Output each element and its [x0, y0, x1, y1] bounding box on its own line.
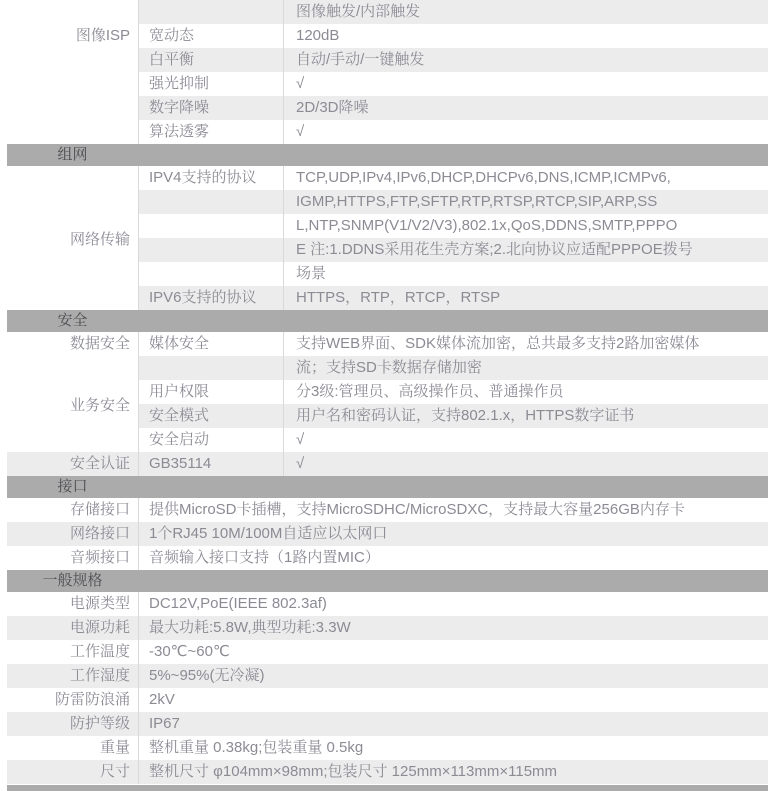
spec-label: 防护等级: [7, 712, 138, 736]
spec-row: [7, 688, 768, 712]
spec-row: [7, 616, 768, 640]
category-cell-image-isp: 图像ISP: [75, 27, 130, 44]
spec-value: 2kV: [138, 688, 768, 712]
category-cell-network-transport: 网络传输: [69, 230, 130, 248]
section-header-networking: [7, 144, 768, 166]
spec-value: 用户名和密码认证，支持802.1.x，HTTPS数字证书: [283, 404, 768, 428]
section-header-general: [7, 570, 768, 592]
spec-label: 数字降噪: [138, 96, 283, 120]
spec-value: 整机重量 0.38kg;包装重量 0.5kg: [138, 736, 768, 760]
spec-label: 工作温度: [69, 643, 130, 660]
spec-label: 重量: [99, 739, 130, 756]
spec-value: 5%~95%(无冷凝): [138, 664, 768, 688]
category-cell-business-security: 业务安全: [69, 396, 130, 414]
spec-row: [7, 522, 768, 546]
spec-value: DC12V,PoE(IEEE 802.3af): [138, 592, 768, 616]
spec-label: 用户权限: [138, 380, 283, 404]
spec-label: 网络接口: [7, 522, 138, 546]
spec-label: 安全模式: [138, 404, 283, 428]
spec-label: [138, 0, 283, 24]
spec-value: 分3级:管理员、高级操作员、普通操作员: [283, 380, 768, 404]
spec-label: 存储接口: [69, 501, 130, 518]
section-header-label: 一般规格: [42, 572, 103, 589]
spec-label: 安全启动: [138, 428, 283, 452]
spec-label: 防雷防浪涌: [54, 691, 130, 708]
spec-value: HTTPS，RTP，RTCP，RTSP: [283, 286, 768, 310]
section-header-security: [7, 310, 768, 332]
spec-value: 2D/3D降噪: [283, 96, 768, 120]
spec-row: [7, 664, 768, 688]
spec-value: 自动/手动/一键触发: [283, 48, 768, 72]
spec-row: [7, 452, 768, 476]
spec-row: [7, 760, 768, 784]
spec-value: 场景: [283, 262, 768, 286]
spec-value: L,NTP,SNMP(V1/V2/V3),802.1x,QoS,DDNS,SMTP,PPPO: [283, 214, 768, 238]
spec-value: TCP,UDP,IPv4,IPv6,DHCP,DHCPv6,DNS,ICMP,ICMPv6,: [283, 166, 768, 190]
section-interface: [0, 498, 781, 570]
spec-label: 白平衡: [138, 48, 283, 72]
spec-value: IGMP,HTTPS,FTP,SFTP,RTP,RTSP,RTCP,SIP,ARP,SS: [283, 190, 768, 214]
category-cell-security-cert: 安全认证: [7, 452, 138, 476]
spec-label: 电源类型: [69, 595, 130, 612]
spec-label: 算法透雾: [138, 120, 283, 144]
spec-label: 电源功耗: [7, 616, 138, 640]
spec-label: 强光抑制: [138, 72, 283, 96]
spec-label: IPV4支持的协议: [138, 166, 283, 190]
section-header-label: 接口: [57, 478, 88, 495]
spec-row: [7, 72, 768, 96]
section-general: [0, 592, 781, 784]
spec-label: IPV6支持的协议: [138, 286, 283, 310]
spec-value: 120dB: [283, 24, 768, 48]
section-header-interface: [7, 476, 768, 498]
section-security: [0, 332, 781, 476]
section-header-cropped: [7, 785, 768, 791]
spec-value: 音频输入接口支持（1路内置MIC）: [138, 546, 768, 570]
spec-label: [138, 190, 283, 214]
spec-value: 流；支持SD卡数据存储加密: [283, 356, 768, 380]
spec-row: [7, 640, 768, 664]
spec-row: [7, 120, 768, 144]
spec-value: 1个RJ45 10M/100M自适应以太网口: [138, 522, 768, 546]
spec-value: 支持WEB界面、SDK媒体流加密，总共最多支持2路加密媒体: [283, 332, 768, 356]
spec-value: 整机尺寸 φ104mm×98mm;包装尺寸 125mm×113mm×115mm: [138, 760, 768, 784]
spec-value: √: [283, 452, 768, 476]
spec-row: [7, 48, 768, 72]
spec-row: [7, 428, 768, 452]
spec-row: [7, 498, 768, 522]
spec-label: 宽动态: [138, 24, 283, 48]
spec-value: √: [283, 72, 768, 96]
spec-label: 工作湿度: [7, 664, 138, 688]
spec-row: [7, 736, 768, 760]
section-networking: [0, 166, 781, 310]
section-image-isp: [0, 0, 781, 144]
spec-row: [7, 356, 768, 380]
spec-label: [138, 262, 283, 286]
spec-value: 最大功耗:5.8W,典型功耗:3.3W: [138, 616, 768, 640]
spec-row: [7, 546, 768, 570]
spec-value: 提供MicroSD卡插槽，支持MicroSDHC/MicroSDXC，支持最大容量256GB内存卡: [138, 498, 768, 522]
spec-label: 媒体安全: [138, 332, 283, 356]
spec-value: -30℃~60℃: [138, 640, 768, 664]
spec-value: E 注:1.DDNS采用花生壳方案;2.北向协议应适配PPPOE拨号: [283, 238, 768, 262]
spec-label: 音频接口: [69, 549, 130, 566]
category-cell-data-security: 数据安全: [69, 335, 130, 352]
spec-label: [138, 356, 283, 380]
spec-value: IP67: [138, 712, 768, 736]
spec-label: [138, 238, 283, 262]
spec-label: GB35114: [138, 452, 283, 476]
spec-value: √: [283, 428, 768, 452]
spec-row: [7, 592, 768, 616]
spec-row: [7, 712, 768, 736]
section-header-label: 组网: [57, 146, 88, 163]
spec-row: [7, 0, 768, 24]
section-header-label: 安全: [57, 312, 88, 329]
spec-value: 图像触发/内部触发: [283, 0, 768, 24]
spec-value: √: [283, 120, 768, 144]
spec-label: [138, 214, 283, 238]
spec-label: 尺寸: [7, 760, 138, 784]
spec-row: [7, 96, 768, 120]
